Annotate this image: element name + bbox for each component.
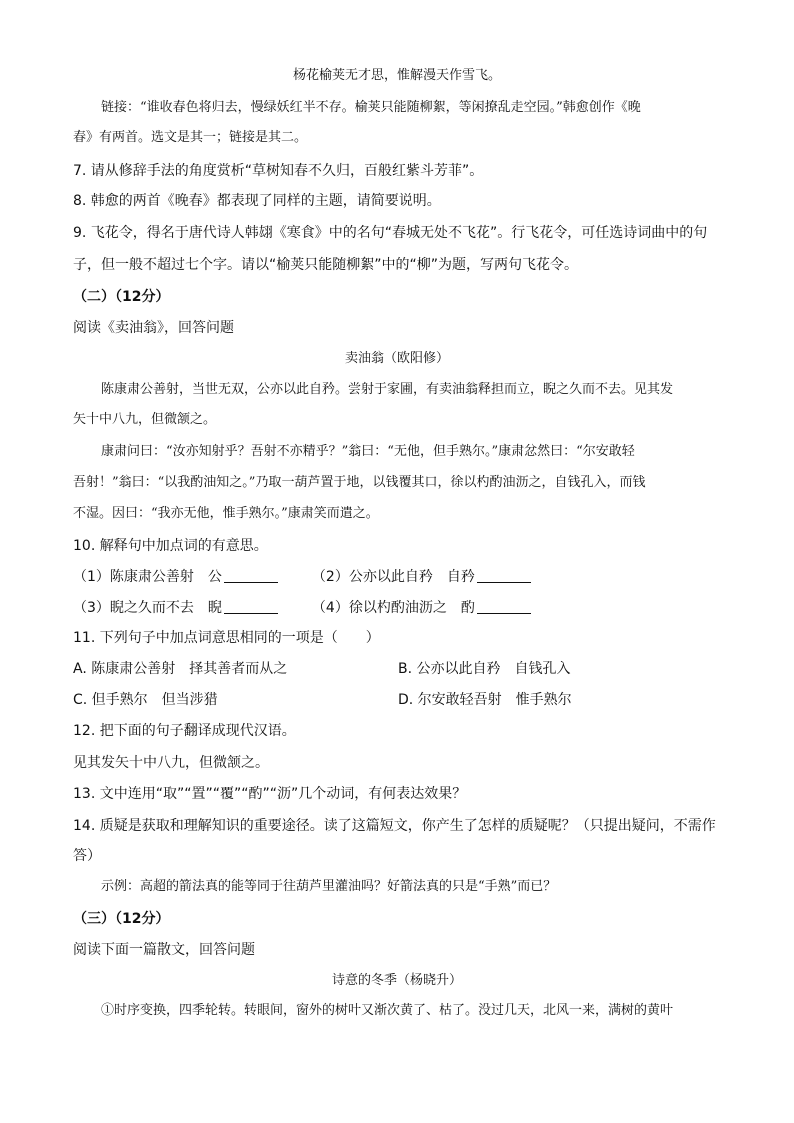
passage-2-para-2-line-3: 不湿。因曰：“我亦无他，惟手熟尔。”康肃笑而遣之。 xyxy=(73,506,379,521)
passage-2-para-1-line-2: 矢十中八九，但微颔之。 xyxy=(73,412,217,427)
q10-item-3-blank[interactable] xyxy=(224,599,278,614)
question-10: 10. 解释句中加点词的有意思。 xyxy=(73,538,268,554)
question-14-line-1: 14. 质疑是获取和理解知识的重要途径。读了这篇短文，你产生了怎样的质疑呢？（只提出疑问，不需作 xyxy=(73,818,716,834)
q10-item-1-label: （1）陈康肃公善射 公 xyxy=(73,569,222,585)
q10-item-4-blank[interactable] xyxy=(477,599,531,614)
q11-option-b: B. 公亦以此自矜 自钱孔入 xyxy=(398,661,571,677)
link-note-line-2: 春》有两首。选文是其一；链接是其二。 xyxy=(73,130,308,145)
question-14-line-2: 答） xyxy=(73,848,101,864)
q10-item-4-label: （4）徐以杓酌油沥之 酌 xyxy=(311,600,475,616)
q10-item-3-label: （3）睨之久而不去 睨 xyxy=(73,600,222,616)
question-10-row-2 xyxy=(73,598,531,618)
q11-option-a: A. 陈康肃公善射 择其善者而从之 xyxy=(73,661,288,677)
q11-option-d: D. 尔安敢轻吾射 惟手熟尔 xyxy=(398,692,572,708)
poem-last-line: 杨花榆荚无才思，惟解漫天作雪飞。 xyxy=(292,68,501,83)
section-2-heading: （二）（12分） xyxy=(73,289,170,305)
question-12: 12. 把下面的句子翻译成现代汉语。 xyxy=(73,723,296,739)
section-2-intro: 阅读《卖油翁》，回答问题 xyxy=(73,320,234,336)
section-3-heading: （三）（12分） xyxy=(73,911,170,927)
question-8: 8. 韩愈的两首《晚春》都表现了同样的主题，请简要说明。 xyxy=(73,193,441,209)
q10-item-2-label: （2）公亦以此自矜 自矜 xyxy=(311,569,475,585)
passage-2-para-2-line-1: 康肃问曰：“汝亦知射乎？吾射不亦精乎？”翁曰：“无他，但手熟尔。”康肃忿然曰：“尔安敢轻 xyxy=(101,444,635,459)
passage-2-title: 卖油翁（欧阳修） xyxy=(344,351,449,366)
question-9-line-1: 9. 飞花令，得名于唐代诗人韩翃《寒食》中的名句“春城无处不飞花”。行飞花令，可任选诗词曲中的句 xyxy=(73,225,708,241)
passage-2-para-1-line-1: 陈康肃公善射，当世无双，公亦以此自矜。尝射于家圃，有卖油翁释担而立，睨之久而不去。见其发 xyxy=(101,382,674,397)
question-10-row-1 xyxy=(73,567,531,587)
link-note-line-1: 链接：“谁收春色将归去，慢绿妖红半不存。榆荚只能随柳絮，等闲撩乱走空园。”韩愈创作《晚 xyxy=(101,100,641,115)
passage-3-title: 诗意的冬季（杨晓升） xyxy=(331,973,462,988)
question-9-line-2: 子，但一般不超过七个字。请以“榆荚只能随柳絮”中的“柳”为题，写两句飞花令。 xyxy=(73,257,579,273)
example-answer: 示例：高超的箭法真的能等同于往葫芦里灌油吗？好箭法真的只是“手熟”而已？ xyxy=(101,879,557,894)
passage-2-para-2-line-2: 吾射！”翁曰：“以我酌油知之。”乃取一葫芦置于地，以钱覆其口，徐以杓酌油沥之，自钱孔入，而钱 xyxy=(73,475,646,490)
passage-3-para-1: ①时序变换，四季轮转。转眼间，窗外的树叶又渐次黄了、枯了。没过几天，北风一来，满树的黄叶 xyxy=(101,1003,674,1018)
question-11: 11. 下列句子中加点词意思相同的一项是（ ） xyxy=(73,630,380,646)
question-12-sentence: 见其发矢十中八九，但微颔之。 xyxy=(73,755,269,771)
section-3-intro: 阅读下面一篇散文，回答问题 xyxy=(73,942,255,958)
question-13: 13. 文中连用“取”“置”“覆”“酌”“沥”几个动词，有何表达效果？ xyxy=(73,786,467,802)
q10-item-1-blank[interactable] xyxy=(224,568,278,583)
q11-option-c: C. 但手熟尔 但当涉猎 xyxy=(73,692,218,708)
question-7: 7. 请从修辞手法的角度赏析“草树知春不久归，百般红紫斗芳菲”。 xyxy=(73,163,484,179)
q10-item-2-blank[interactable] xyxy=(477,568,531,583)
